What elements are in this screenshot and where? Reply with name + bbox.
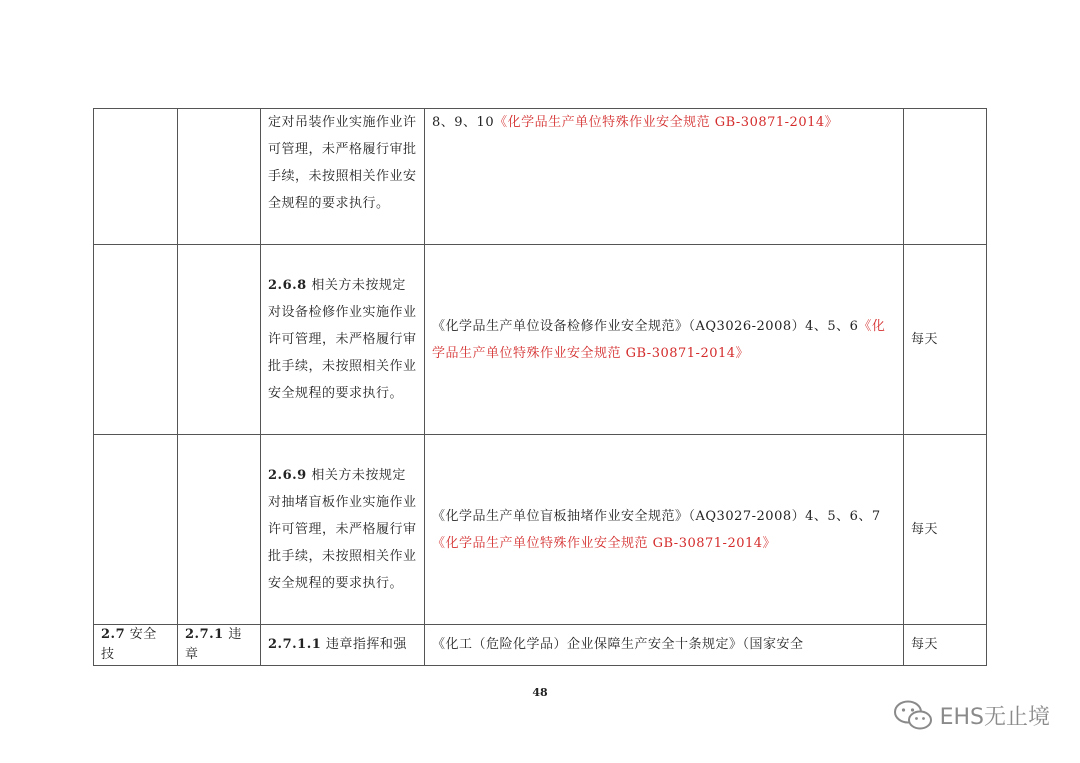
table-row — [94, 245, 987, 435]
subcategory-cell — [178, 109, 261, 245]
wechat-icon — [892, 698, 934, 732]
item-number: 2.6.8 — [268, 278, 307, 293]
inspection-table — [93, 108, 987, 666]
basis-standard-red: 《化学品生产单位特殊作业安全规范 GB-30871-2014》 — [432, 318, 886, 361]
item-cell — [261, 435, 425, 625]
basis-standard-red: 《化学品生产单位特殊作业安全规范 GB-30871-2014》 — [494, 115, 839, 130]
frequency-text: 每天 — [911, 637, 939, 652]
item-text: 相关方未按规定对抽堵盲板作业实施作业许可管理，未严格履行审批手续，未按照相关作业安全规程的要求执行。 — [268, 468, 417, 591]
subcategory-number: 2.7.1 — [185, 627, 224, 642]
subcategory-text: 违章 — [185, 627, 242, 662]
basis-cell — [425, 625, 904, 666]
table-row — [94, 435, 987, 625]
watermark — [892, 698, 1050, 732]
watermark-text: EHS无止境 — [939, 704, 1050, 730]
item-number: 2.6.9 — [268, 468, 307, 483]
category-number: 2.7 — [101, 627, 126, 642]
item-text: 违章指挥和强 — [325, 637, 407, 652]
item-text: 相关方未按规定对设备检修作业实施作业许可管理，未严格履行审批手续，未按照相关作业安全规程的要求执行。 — [268, 278, 417, 401]
basis-cell — [425, 245, 904, 435]
subcategory-cell — [178, 625, 261, 666]
frequency-cell — [904, 435, 987, 625]
page-number: 48 — [532, 686, 548, 699]
basis-standard-red: 《化学品生产单位特殊作业安全规范 GB-30871-2014》 — [432, 535, 777, 551]
item-cell — [261, 625, 425, 666]
table-row — [94, 109, 987, 245]
basis-cell — [425, 109, 904, 245]
subcategory-cell — [178, 435, 261, 625]
frequency-text: 每天 — [911, 522, 939, 537]
basis-text: 《化工（危险化学品）企业保障生产安全十条规定》（国家安全 — [432, 637, 804, 652]
frequency-text: 每天 — [911, 332, 939, 347]
item-text: 定对吊装作业实施作业许可管理，未严格履行审批手续，未按照相关作业安全规程的要求执行。 — [268, 115, 417, 211]
item-number: 2.7.1.1 — [268, 637, 322, 652]
table-row — [94, 625, 987, 666]
subcategory-cell — [178, 245, 261, 435]
item-cell — [261, 109, 425, 245]
frequency-cell — [904, 625, 987, 666]
category-cell — [94, 245, 178, 435]
basis-text: 8、9、10 — [432, 115, 495, 130]
basis-text: 《化学品生产单位盲板抽堵作业安全规范》（AQ3027-2008）4、5、6、7 — [432, 508, 881, 524]
category-text: 安全技 — [101, 627, 157, 662]
category-cell — [94, 109, 178, 245]
item-cell — [261, 245, 425, 435]
category-cell — [94, 435, 178, 625]
frequency-cell — [904, 109, 987, 245]
basis-cell — [425, 435, 904, 625]
category-cell — [94, 625, 178, 666]
frequency-cell — [904, 245, 987, 435]
basis-text: 《化学品生产单位设备检修作业安全规范》（AQ3026-2008）4、5、6 — [432, 318, 859, 334]
